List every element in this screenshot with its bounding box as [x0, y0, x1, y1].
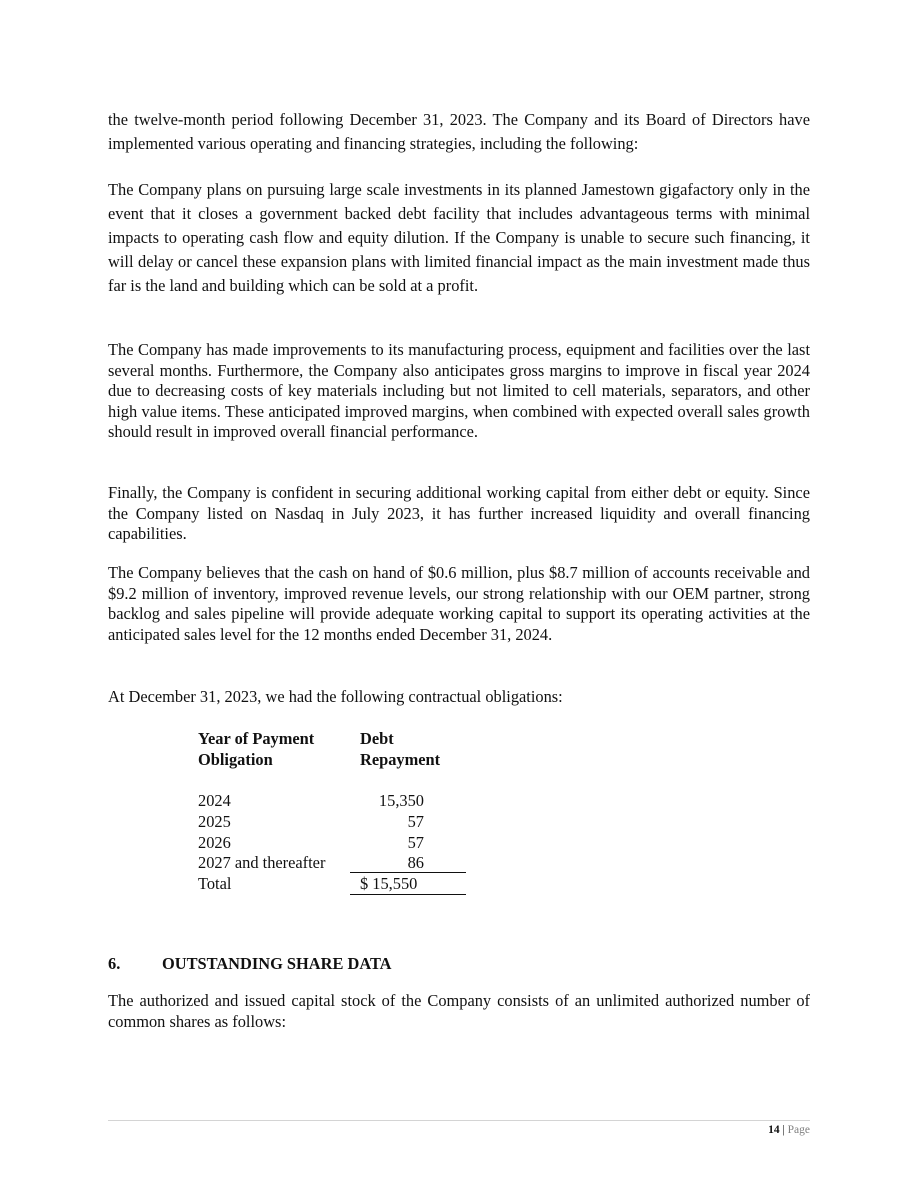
page-footer	[768, 1123, 810, 1137]
paragraph-share-capital: The authorized and issued capital stock of the Company consists of an unlimited authorized number of common shares as follows:	[108, 991, 810, 1031]
table-row	[198, 811, 468, 832]
paragraph-margins: The Company has made improvements to its manufacturing process, equipment and facilities over the last several months. Furthermore, the Company also anticipates gross margins to improve in fiscal year 2024 due to decreasing costs of key materials including but not limited to cell materials, separators, and other high value items. These anticipated improved margins, when combined with expected overall sales growth should result in improved overall financial performance.	[108, 340, 810, 442]
row-year: 2025	[198, 812, 231, 831]
row-amount: 57	[407, 812, 424, 831]
paragraph-obligations-intro: At December 31, 2023, we had the following contractual obligations:	[108, 687, 563, 706]
table-row	[198, 832, 468, 853]
paragraph-intro: the twelve-month period following December 31, 2023. The Company and its Board of Directors have implemented various operating and financing strategies, including the following:	[108, 110, 810, 153]
table-row-total	[198, 873, 468, 894]
header-year-line2: Obligation	[198, 750, 273, 769]
footer-divider	[108, 1120, 810, 1121]
table-row	[198, 790, 468, 811]
header-debt-repayment	[360, 728, 440, 770]
contractual-obligations-table	[198, 728, 498, 908]
total-rule	[350, 894, 466, 895]
paragraph-financing: Finally, the Company is confident in securing additional working capital from either debt or equity. Since the Company listed on Nasdaq in July 2023, it has further increased liquidity and overall financing capabilities.	[108, 483, 810, 544]
paragraph-gigafactory: The Company plans on pursuing large scale investments in its planned Jamestown gigafactory only in the event that it closes a government backed debt facility that includes advantageous terms with minimal impacts to operating cash flow and equity dilution. If the Company is unable to secure such financing, it will delay or cancel these expansion plans with limited financial impact as the main investment made thus far is the land and building which can be sold at a profit.	[108, 180, 810, 295]
header-debt-line1: Debt	[360, 729, 394, 748]
header-debt-line2: Repayment	[360, 750, 441, 769]
header-year-of-payment	[198, 728, 314, 770]
row-year: 2027 and thereafter	[198, 853, 326, 872]
page-label: Page	[787, 1124, 810, 1136]
table-row	[198, 852, 468, 873]
header-year-line1: Year of Payment	[198, 729, 315, 748]
section-title: OUTSTANDING SHARE DATA	[162, 954, 392, 973]
paragraph-working-capital: The Company believes that the cash on hand of $0.6 million, plus $8.7 million of accounts receivable and $9.2 million of inventory, improved revenue levels, our strong relationship with our OEM partner, strong backlog and sales pipeline will provide adequate working capital to support its operating activities at the anticipated sales level for the 12 months ended December 31, 2024.	[108, 563, 810, 644]
footer-separator: |	[782, 1124, 785, 1136]
section-number: 6.	[108, 954, 121, 973]
row-year: 2026	[198, 833, 231, 852]
total-amount: $ 15,550	[360, 874, 418, 893]
row-amount: 86	[407, 853, 424, 872]
total-label: Total	[198, 874, 232, 893]
row-amount: 57	[407, 833, 424, 852]
row-amount: 15,350	[378, 791, 424, 810]
row-year: 2024	[198, 791, 231, 810]
page-number: 14	[768, 1124, 780, 1136]
